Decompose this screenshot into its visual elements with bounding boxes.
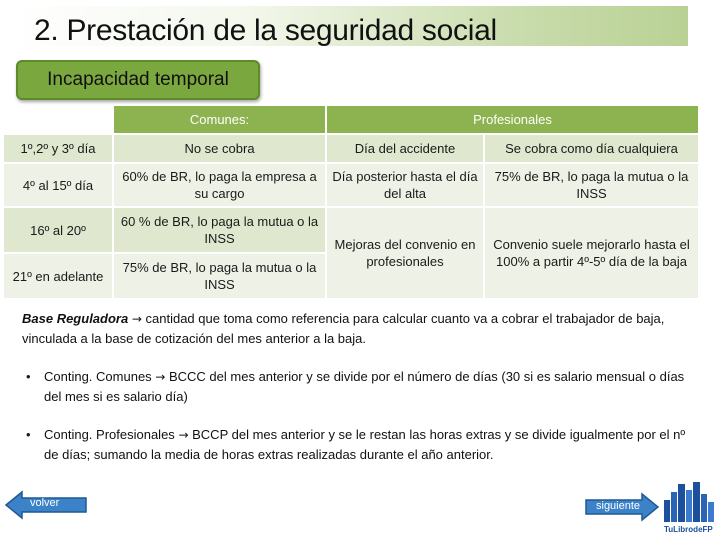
arrow-right-icon: → bbox=[131, 312, 142, 326]
bullet-comunes bbox=[44, 367, 694, 406]
next-label: siguiente bbox=[596, 500, 641, 512]
bullet-dot-icon: • bbox=[26, 369, 31, 384]
cell-prof-pago-2: 75% de BR, lo paga la mutua o la INSS bbox=[485, 164, 698, 206]
bullet-profesionales-lead: Conting. Profesionales bbox=[44, 427, 175, 442]
back-label: volver bbox=[30, 497, 60, 509]
cell-merged-pago: Convenio suele mejorarlo hasta el 100% a partir 4º-5º día de la baja bbox=[485, 208, 698, 298]
cell-comunes-3: 60 % de BR, lo paga la mutua o la INSS bbox=[114, 208, 325, 252]
page-title: 2. Prestación de la seguridad social bbox=[34, 14, 497, 47]
arrow-right-icon: → bbox=[155, 370, 166, 384]
base-reguladora-text: cantidad que toma como referencia para calcular cuanto va a cobrar el trabajador de baja, vinculada a la base de cotización del mes anterior a la baja. bbox=[22, 311, 665, 346]
row-label-1: 1º,2º y 3º día bbox=[4, 135, 112, 162]
bullet-dot-icon: • bbox=[26, 427, 31, 442]
books-logo-icon bbox=[660, 478, 718, 524]
back-button[interactable] bbox=[4, 490, 88, 520]
cell-prof-periodo-2: Día posterior hasta el día del alta bbox=[327, 164, 483, 206]
header-comunes: Comunes: bbox=[114, 106, 325, 133]
bullet-profesionales-text: BCCP del mes anterior y se le restan las horas extras y se divide igualmente por el nº de días; sumando la media de horas extras realizadas durante el año anterior. bbox=[44, 427, 686, 462]
base-reguladora-term: Base Reguladora bbox=[22, 311, 129, 326]
logo-text: TuLibrodeFP bbox=[664, 525, 713, 534]
cell-comunes-4: 75% de BR, lo paga la mutua o la INSS bbox=[114, 254, 325, 298]
cell-prof-pago-1: Se cobra como día cualquiera bbox=[485, 135, 698, 162]
bullet-comunes-lead: Conting. Comunes bbox=[44, 369, 152, 384]
next-button[interactable] bbox=[584, 492, 660, 522]
title-bar bbox=[14, 6, 688, 46]
base-reguladora-paragraph bbox=[22, 309, 698, 348]
cell-comunes-2: 60% de BR, lo paga la empresa a su cargo bbox=[114, 164, 325, 206]
bullet-profesionales bbox=[44, 425, 694, 464]
row-label-4: 21º en adelante bbox=[4, 254, 112, 298]
bullet-comunes-text: BCCC del mes anterior y se divide por el número de días (30 si es salario mensual o días del mes si es salario día) bbox=[44, 369, 685, 404]
subtitle-box bbox=[16, 60, 260, 100]
arrow-right-icon: → bbox=[178, 428, 189, 442]
subtitle-label: Incapacidad temporal bbox=[47, 69, 229, 90]
cell-prof-periodo-1: Día del accidente bbox=[327, 135, 483, 162]
row-label-2: 4º al 15º día bbox=[4, 164, 112, 206]
header-profesionales: Profesionales bbox=[327, 106, 698, 133]
cell-merged-periodo: Mejoras del convenio en profesionales bbox=[327, 208, 483, 298]
cell-comunes-1: No se cobra bbox=[114, 135, 325, 162]
row-label-3: 16º al 20º bbox=[4, 208, 112, 252]
